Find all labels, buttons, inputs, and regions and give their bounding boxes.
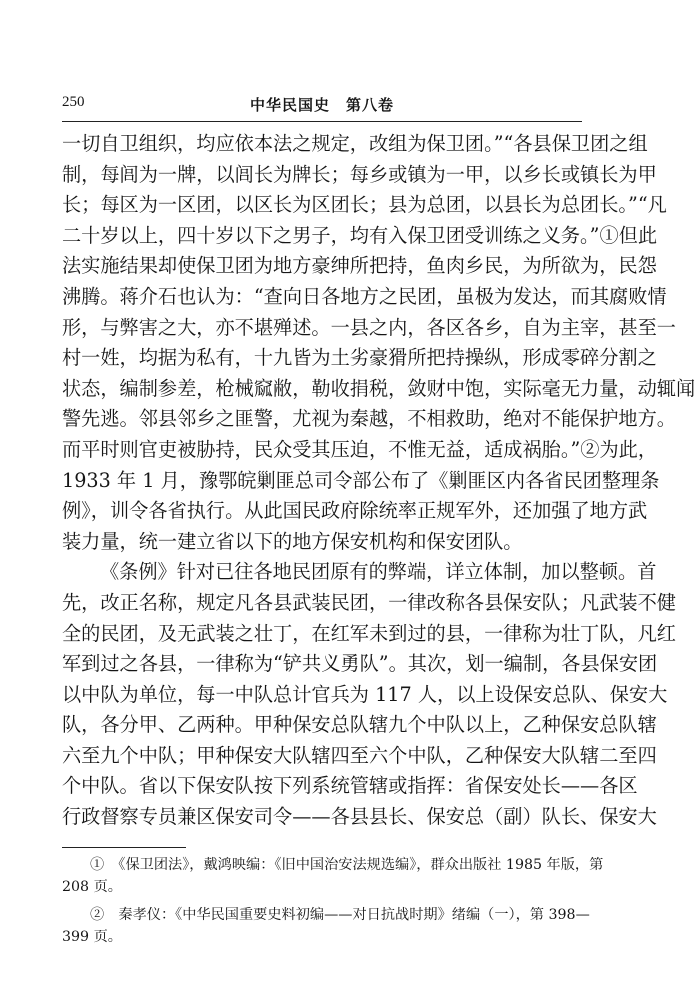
text-line: 行政督察专员兼区保安司令——各县县长、保安总（副）队长、保安大 <box>62 805 657 829</box>
text-line: 个中队。省以下保安队按下列系统管辖或指挥：省保安处长——各区 <box>62 774 638 798</box>
text-line: 六至九个中队；甲种保安大队辖四至六个中队，乙种保安大队辖二至四 <box>62 743 657 767</box>
text-line: 警先逃。邻县邻乡之匪警，尤视为秦越，不相救助，绝对不能保护地方。 <box>62 407 676 431</box>
footnote-1 <box>62 854 604 899</box>
running-title: 中华民国史 第八卷 <box>249 96 394 114</box>
text-line: 例》，训令各省执行。从此国民政府除统率正规军外，还加强了地方武 <box>62 499 648 523</box>
page-number: 250 <box>62 94 85 110</box>
text-line: 先，改正名称，规定凡各县武装民团，一律改称各县保安队；凡武装不健 <box>62 590 676 614</box>
text-line: 制，每闾为一牌，以闾长为牌长；每乡或镇为一甲，以乡长或镇长为甲 <box>62 162 657 186</box>
text-line: 二十岁以上，四十岁以下之男子，均有入保卫团受训练之义务。”①但此 <box>62 223 658 247</box>
header-rule <box>62 121 582 122</box>
footnote-line: 208 页。 <box>62 879 122 896</box>
text-line: 1933 年 1 月，豫鄂皖剿匪总司令部公布了《剿匪区内各省民团整理条 <box>62 468 660 492</box>
footnote-line: ② 秦孝仪：《中华民国重要史料初编——对日抗战时期》绪编（一），第 398— <box>90 906 590 923</box>
text-line: 军到过之各县，一律称为“铲共义勇队”。其次，划一编制，各县保安团 <box>62 652 658 676</box>
text-line: 装力量，统一建立省以下的地方保安机构和保安团队。 <box>62 529 523 553</box>
footnote-2 <box>62 904 590 949</box>
text-line: 而平时则官吏被胁持，民众受其压迫，不惟无益，适成祸胎。”②为此， <box>62 437 658 461</box>
text-line: 一切自卫组织，均应依本法之规定，改组为保卫团。”“各县保卫团之组 <box>62 132 648 155</box>
footnote-rule <box>62 847 186 848</box>
body-text <box>62 129 695 833</box>
text-line: 沸腾。蒋介石也认为：“查向日各地方之民团，虽极为发达，而其腐败情 <box>62 284 667 308</box>
text-line: 队，各分甲、乙两种。甲种保安总队辖九个中队以上，乙种保安总队辖 <box>62 713 657 737</box>
text-line: 以中队为单位，每一中队总计官兵为 117 人，以上设保安总队、保安大 <box>62 682 668 706</box>
text-line: 村一姓，均据为私有，十九皆为土劣豪猾所把持操纵，形成零碎分割之 <box>62 346 657 370</box>
text-line: 法实施结果却使保卫团为地方豪绅所把持，鱼肉乡民，为所欲为，民怨 <box>62 254 657 278</box>
text-line: 长；每区为一区团，以区长为区团长；县为总团，以县长为总团长。”“凡 <box>62 193 667 217</box>
text-line: 形，与弊害之大，亦不堪殚述。一县之内，各区各乡，自为主宰，甚至一 <box>62 315 676 339</box>
page-header <box>62 94 582 118</box>
text-line: 状态，编制参差，枪械窳敝，勒收捐税，敛财中饱，实际毫无力量，动辄闻 <box>62 376 695 400</box>
text-line: 全的民团，及无武装之壮丁，在红军未到过的县，一律称为壮丁队，凡红 <box>62 621 676 645</box>
text-line: 《条例》针对已往各地民团原有的弊端，详立体制，加以整顿。首 <box>100 560 657 584</box>
footnotes <box>62 854 604 949</box>
footnote-line: 399 页。 <box>62 929 122 946</box>
footnote-line: ① 《保卫团法》，戴鸿映编：《旧中国治安法规选编》，群众出版社 1985 年版，第 <box>90 857 604 873</box>
